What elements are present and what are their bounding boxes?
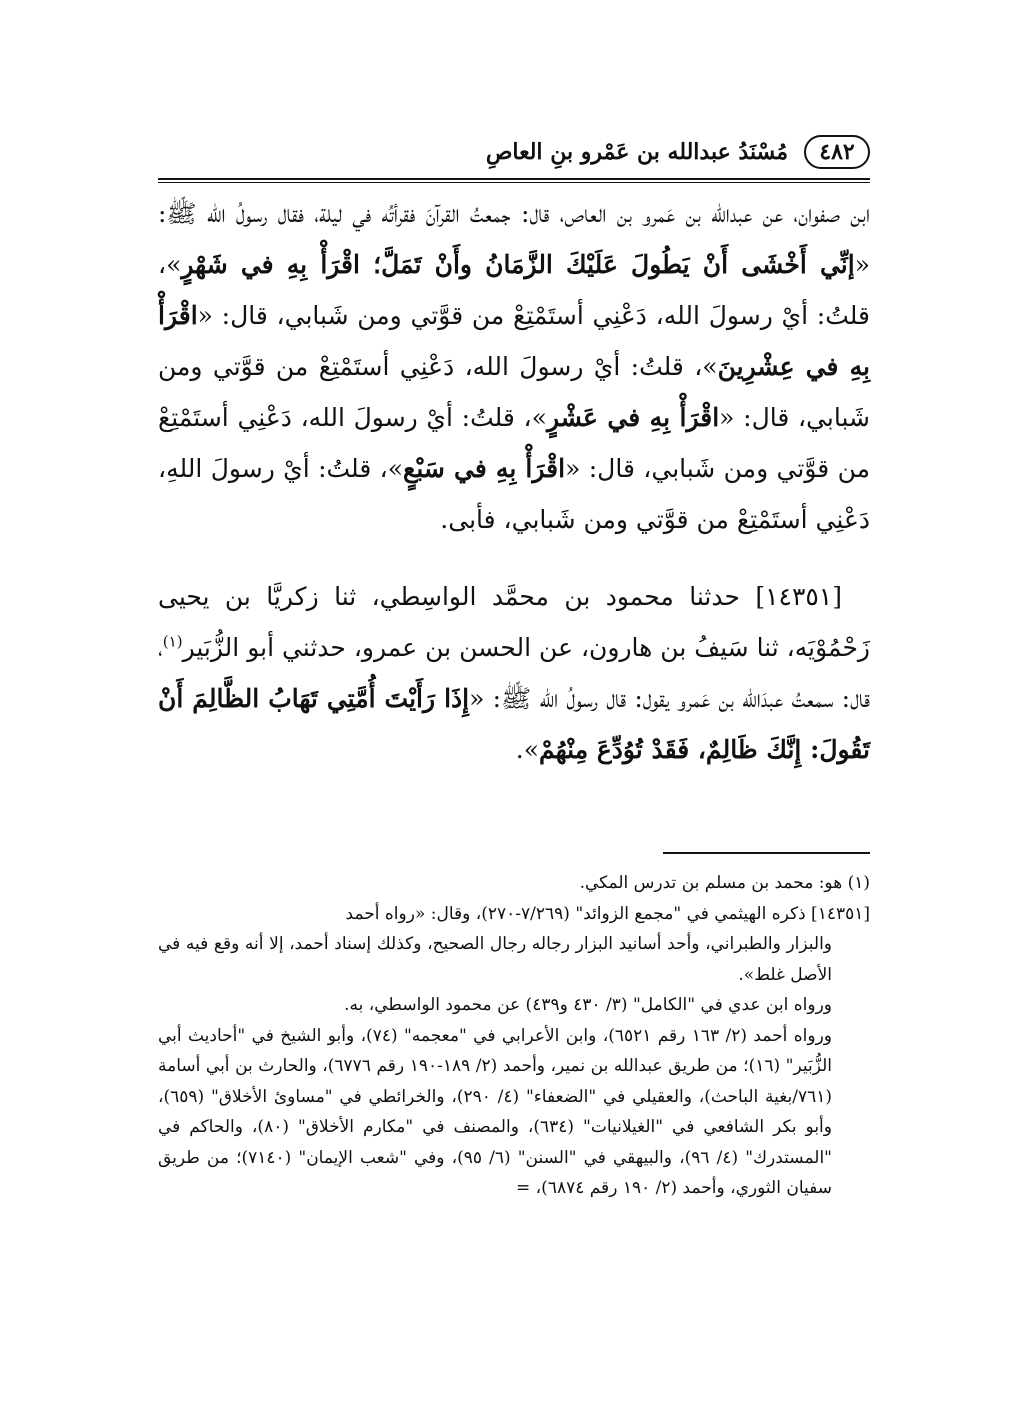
footnote-14351-ibn-adi: ورواه ابن عدي في "الكامل" (٣/ ٤٣٠ و٤٣٩) عن محمود الواسطي، به.	[344, 995, 832, 1015]
footnote-14351-sources: ورواه أحمد (٢/ ١٦٣ رقم ٦٥٢١)، وابن الأعرابي في "معجمه" (٧٤)، وأبو الشيخ في "أحاديث أبي الزُّبَير" (١٦)؛ من طريق عبدالله بن نمير، وأحمد (٢/ ١٨٩-١٩٠ رقم ٦٧٧٦)، والحارث بن أبي أسامة (٧٦١/بغية الباحث)، والعقيلي في "الضعفاء" (٤/ ٢٩٠)، والخرائطي في "مساوئ الأخلاق" (٦٥٩)، وأبو بكر الشافعي في "الغيلانيات" (٦٣٤)، والمصنف في "مكارم الأخلاق" (٨٠)، والحاكم في "المستدرك" (٤/ ٩٦)، والبيهقي في "السنن" (٦/ ٩٥)، وفي "شعب الإيمان" (٧١٤٠)؛ من طريق سفيان الثوري، وأحمد (٢/ ١٩٠ رقم ٦٨٧٤)، =	[158, 1025, 833, 1198]
footnote-reference: (١)	[162, 632, 183, 651]
page-header	[158, 126, 870, 178]
hadith-quote: اقْرَأْ بِهِ في عِشْرِينَ	[158, 301, 871, 381]
hadith-quote: إِذَا رَأَيْتَ أُمَّتِي تَهَابُ الظَّالِمَ أَنْ تَقُولَ: إِنَّكَ ظَالِمٌ، فَقَدْ تُوُدِّعَ مِنْهُمْ	[158, 684, 870, 764]
main-text	[158, 188, 870, 775]
hadith-quote: اقْرَأْ بِهِ في سَبْعٍ	[403, 454, 566, 483]
isnad-text: [١٤٣٥١] حدثنا محمود بن محمَّد الواسِطي، ثنا زكريَّا بن يحيى زَحْمُوْيَه، ثنا سَيفُ بن هارون، عن الحسن بن عمرو، حدثني أبو الزُّبَير	[158, 582, 870, 662]
hadith-14351-paragraph	[158, 571, 870, 775]
footnote-14351-line1: [١٤٣٥١] ذكره الهيثمي في "مجمع الزوائد" (٧/٢٦٩-٢٧٠)، وقال: «رواه أحمد	[345, 903, 870, 924]
narration-text: »، قلتُ: أيْ رسولَ الله، دَعْنِي أستَمْتِعْ من قوَّتي ومن شَبابي، قال: «	[158, 352, 870, 432]
narration-text: »، قلتُ: أيْ رسولَ اللهِ، دَعْنِي أستَمْتِعْ من قوَّتي ومن شَبابي، فأبى.	[158, 454, 870, 534]
page-number: ٤٨٢	[804, 135, 870, 169]
hadith-quote: إنِّي أَخْشَى أَنْ يَطُولَ عَلَيْكَ الزَّمَانُ وأَنْ تَمَلَّ؛ اقْرَأْ بِهِ في شَهْرٍ	[181, 250, 855, 279]
header-rule	[158, 178, 870, 183]
footnote-separator	[663, 852, 870, 854]
narration-text: ابن صفوان، عن عبدالله بن عَمرو بن العاص، قال: جمعتُ القرآنَ فقرأتُه في ليلة، فقال رسولُ الله ﷺ: «	[158, 199, 870, 279]
narration-text: ، قال: سمعتُ عبدَالله بن عَمرو يقول: قال رسولُ الله ﷺ: «	[158, 633, 870, 713]
hadith-quote: اقْرَأْ بِهِ في عَشْرٍ	[546, 403, 720, 432]
narration-text: »، قلتُ: أيْ رسولَ الله، دَعْنِي أستَمْتِعْ من قوَّتي ومن شَبابي، قال: «	[158, 250, 870, 330]
narration-text: »، قلتُ: أيْ رسولَ الله، دَعْنِي أستَمْتِعْ من قوَّتي ومن شَبابي، قال: «	[158, 403, 870, 483]
running-title: مُسْنَدُ عبدالله بن عَمْرو بنِ العاصِ	[485, 139, 788, 165]
footnote-14351-continued: والبزار والطبراني، وأحد أسانيد البزار رجاله رجال الصحيح، وكذلك إسناد أحمد، إلا أنه وقع فيه في الأصل غلط».	[158, 934, 832, 985]
footnote-1: (١) هو: محمد بن مسلم بن تدرس المكي.	[579, 873, 870, 893]
footnotes	[158, 868, 870, 1204]
hadith-continuation-paragraph	[158, 188, 870, 545]
narration-text: ».	[515, 735, 540, 764]
